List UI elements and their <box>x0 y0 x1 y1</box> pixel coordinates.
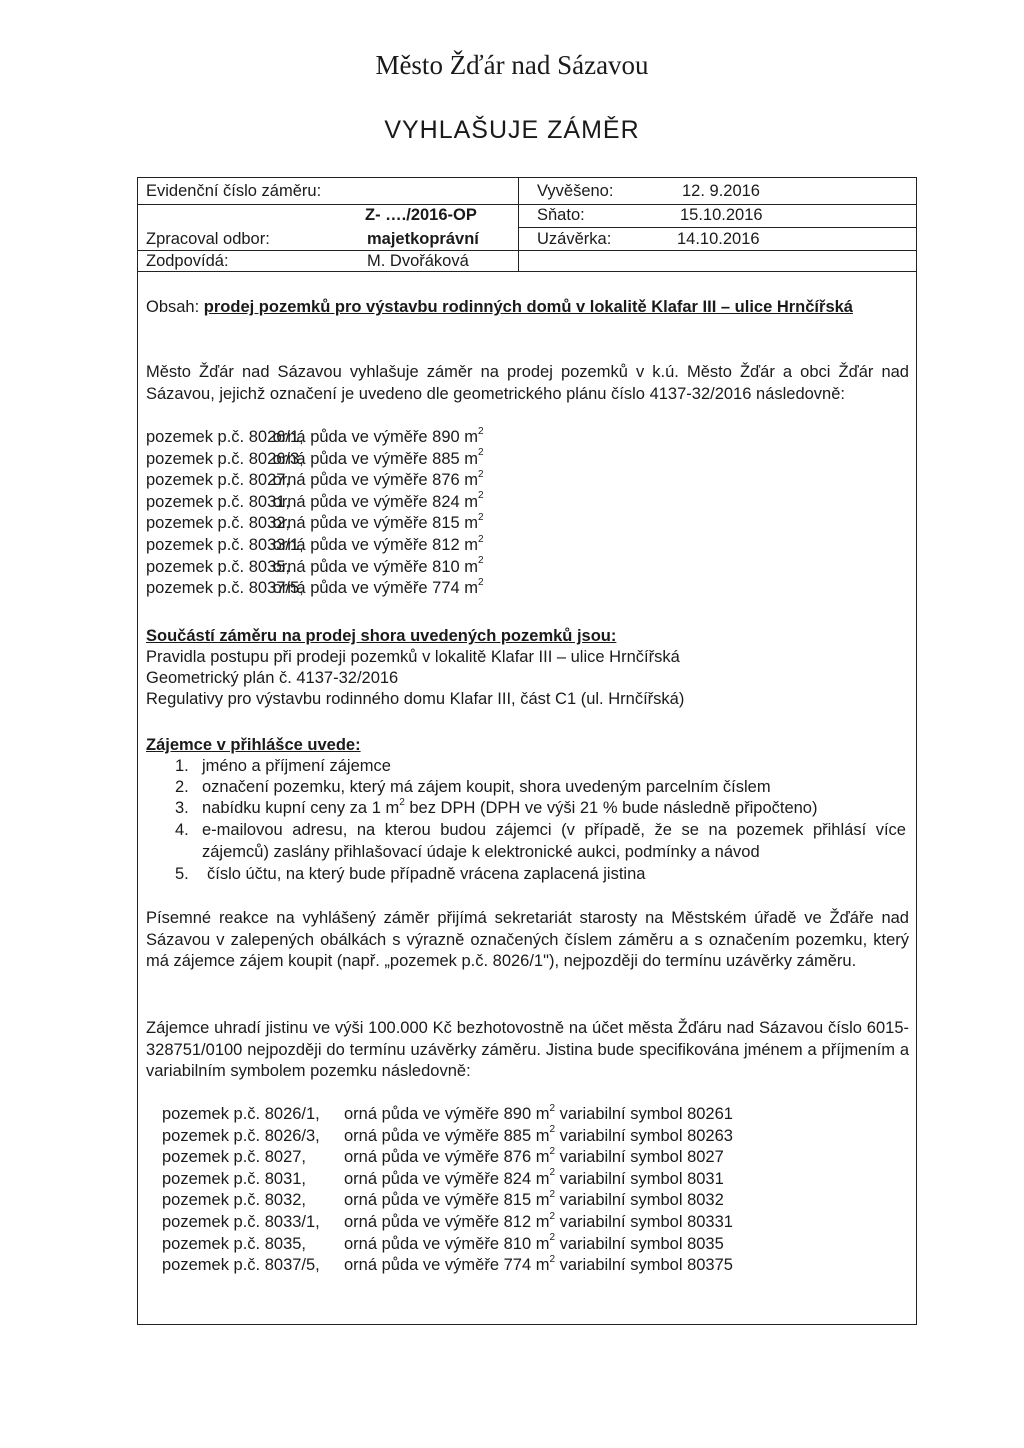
parcel-type: orná půda ve výměře <box>268 449 433 468</box>
parcel-number: pozemek p.č. 8027, <box>146 471 291 490</box>
parcel-row <box>146 470 484 492</box>
application-item-text: nabídku kupní ceny za 1 m <box>202 799 400 817</box>
unit-exponent: 2 <box>478 447 484 459</box>
department-value: majetkoprávní <box>367 230 479 248</box>
application-item-num: 1. <box>175 757 189 775</box>
deposit-paragraph: Zájemce uhradí jistinu ve výši 100.000 Kč bezhotovostně na účet města Žďáru nad Sázavou číslo 6015-328751/0100 nejpozději do termínu uzávěrky záměru. Jistina bude specifikována jménem a příjmením a variabilním symbolem pozemku následovně: <box>146 1019 909 1080</box>
table-line <box>137 271 917 272</box>
unit-exponent: 2 <box>478 533 484 545</box>
components-heading: Součástí záměru na prodej shora uvedených pozemků jsou: <box>146 627 617 645</box>
parcel-type: orná půda ve výměře <box>344 1126 504 1145</box>
unit-exponent: 2 <box>549 1232 556 1244</box>
parcel-type: orná půda ve výměře <box>344 1148 504 1167</box>
variable-symbol: variabilní symbol 8031 <box>555 1169 724 1188</box>
removed-value: 15.10.2016 <box>680 206 763 224</box>
parcel-type: orná půda ve výměře <box>344 1213 504 1231</box>
application-item: číslo účtu, na který bude případně vrácena zaplacená jistina <box>207 865 646 883</box>
unit-exponent: 2 <box>549 1167 556 1179</box>
parcel-number: pozemek p.č. 8033/1, <box>162 1213 320 1231</box>
component-item: Geometrický plán č. 4137-32/2016 <box>146 669 399 687</box>
parcel-number: pozemek p.č. 8026/1, <box>162 1105 320 1123</box>
responsible-value: M. Dvořáková <box>367 252 469 270</box>
application-item: jméno a příjmení zájemce <box>202 757 391 775</box>
deadline-label: Uzávěrka: <box>537 230 612 248</box>
parcel-number: pozemek p.č. 8026/3, <box>146 449 304 468</box>
parcel-type: orná půda ve výměře <box>268 536 433 554</box>
parcel-type: orná půda ve výměře <box>344 1169 504 1188</box>
parcel-type: orná půda ve výměře <box>344 1191 504 1210</box>
variable-symbol: variabilní symbol 80261 <box>555 1105 733 1123</box>
parcel-row <box>146 578 484 600</box>
variable-symbol: variabilní symbol 8032 <box>555 1191 724 1210</box>
evidence-value: Z- …./2016-OP <box>365 206 477 224</box>
parcel-vs-row <box>162 1212 733 1234</box>
parcel-area: 876 m <box>503 1148 550 1167</box>
subject-label: Obsah: <box>146 298 200 316</box>
parcel-type: orná půda ve výměře <box>268 514 433 533</box>
parcel-type: orná půda ve výměře <box>268 492 433 511</box>
parcel-row <box>146 492 484 514</box>
parcel-type: orná půda ve výměře <box>344 1256 504 1275</box>
parcel-number: pozemek p.č. 8037/5, <box>162 1256 320 1275</box>
unit-exponent: 2 <box>478 490 484 502</box>
table-line <box>137 204 917 205</box>
application-item-num: 4. <box>175 821 189 839</box>
table-line <box>518 177 519 271</box>
parcel-vs-row <box>162 1190 724 1212</box>
variable-symbol: variabilní symbol 80331 <box>555 1213 733 1231</box>
parcel-area: 815 m <box>432 514 479 533</box>
parcel-number: pozemek p.č. 8035, <box>162 1234 307 1253</box>
parcel-area: 810 m <box>503 1234 550 1253</box>
parcel-type: orná půda ve výměře <box>268 557 433 576</box>
parcel-row <box>146 535 484 557</box>
deadline-value: 14.10.2016 <box>677 230 760 248</box>
parcel-area: 824 m <box>432 492 479 511</box>
page-title: VYHLAŠUJE ZÁMĚR <box>384 116 640 144</box>
parcel-number: pozemek p.č. 8032, <box>146 514 291 533</box>
parcel-number: pozemek p.č. 8026/3, <box>162 1126 320 1145</box>
application-item-num: 5. <box>175 865 189 883</box>
parcel-area: 824 m <box>503 1169 550 1188</box>
unit-exponent: 2 <box>478 576 484 588</box>
parcel-number: pozemek p.č. 8032, <box>162 1191 307 1210</box>
unit-exponent: 2 <box>478 468 484 480</box>
posted-label: Vyvěšeno: <box>537 182 614 200</box>
parcel-type: orná půda ve výměře <box>268 579 433 598</box>
intro-paragraph: Město Žďár nad Sázavou vyhlašuje záměr na prodej pozemků v k.ú. Město Žďár a obci Žďár nad Sázavou, jejichž označení je uvedeno dle geometrického plánu číslo 4137-32/2016 následovně: <box>146 363 909 403</box>
application-item: e-mailovou adresu, na kterou budou zájemci (v případě, že se na pozemek přihlásí více zájemců) zaslány přihlašovací údaje k elektronické aukci, podmínky a návod <box>202 821 906 861</box>
unit-exponent: 2 <box>478 425 484 437</box>
parcel-area: 890 m <box>432 428 479 446</box>
parcel-number: pozemek p.č. 8033/1, <box>146 536 304 554</box>
parcel-number: pozemek p.č. 8031, <box>162 1169 307 1188</box>
application-item-text: bez DPH (DPH ve výši 21 % bude následně připočteno) <box>404 799 818 817</box>
unit-exponent: 2 <box>399 796 405 808</box>
unit-exponent: 2 <box>549 1210 556 1222</box>
variable-symbol: variabilní symbol 80263 <box>555 1126 733 1145</box>
application-item-num: 3. <box>175 799 189 817</box>
parcel-row <box>146 449 484 471</box>
parcel-type: orná půda ve výměře <box>268 428 433 446</box>
department-label: Zpracoval odbor: <box>146 230 270 248</box>
parcel-area: 890 m <box>503 1105 550 1123</box>
component-item: Regulativy pro výstavbu rodinného domu Klafar III, část C1 (ul. Hrnčířská) <box>146 690 685 708</box>
subject-text: prodej pozemků pro výstavbu rodinných domů v lokalitě Klafar III – ulice Hrnčířská <box>203 298 853 316</box>
posted-value: 12. 9.2016 <box>682 182 760 200</box>
unit-exponent: 2 <box>549 1102 556 1114</box>
parcel-vs-row <box>162 1255 733 1277</box>
parcel-number: pozemek p.č. 8026/1, <box>146 428 304 446</box>
parcel-area: 815 m <box>503 1191 550 1210</box>
application-item: označení pozemku, který má zájem koupit, shora uvedeným parcelním číslem <box>202 778 771 796</box>
parcel-row <box>146 427 484 449</box>
parcel-vs-row <box>162 1104 733 1126</box>
removed-label: Sňato: <box>537 206 585 224</box>
application-item <box>202 798 817 820</box>
unit-exponent: 2 <box>549 1145 556 1157</box>
parcel-area: 885 m <box>432 449 479 468</box>
parcel-area: 885 m <box>503 1126 550 1145</box>
unit-exponent: 2 <box>549 1253 556 1265</box>
component-item: Pravidla postupu při prodeji pozemků v lokalitě Klafar III – ulice Hrnčířská <box>146 648 680 666</box>
parcel-vs-row <box>162 1126 733 1148</box>
parcel-number: pozemek p.č. 8037/5, <box>146 579 304 598</box>
variable-symbol: variabilní symbol 80375 <box>555 1256 733 1275</box>
subject <box>146 297 909 319</box>
parcel-type: orná půda ve výměře <box>268 471 433 490</box>
responsible-label: Zodpovídá: <box>146 252 229 270</box>
city-name: Město Žďár nad Sázavou <box>375 50 649 80</box>
parcel-area: 876 m <box>432 471 479 490</box>
parcel-area: 812 m <box>503 1213 550 1231</box>
table-line <box>137 250 917 251</box>
application-heading: Zájemce v přihlášce uvede: <box>146 736 361 754</box>
written-reactions-paragraph: Písemné reakce na vyhlášený záměr přijímá sekretariát starosty na Městském úřadě ve Žďáře nad Sázavou v zalepených obálkách s výrazně označených číslem záměru a s označením pozemku, který má zájemce zájem koupit (např. „pozemek p.č. 8026/1"), nejpozději do termínu uzávěrky záměru. <box>146 909 909 970</box>
unit-exponent: 2 <box>549 1188 556 1200</box>
parcel-row <box>146 557 484 579</box>
parcel-area: 810 m <box>432 557 479 576</box>
parcel-vs-row <box>162 1234 724 1256</box>
parcel-vs-row <box>162 1169 724 1191</box>
application-item-num: 2. <box>175 778 189 796</box>
unit-exponent: 2 <box>478 511 484 523</box>
parcel-type: orná půda ve výměře <box>344 1234 504 1253</box>
unit-exponent: 2 <box>549 1124 556 1136</box>
parcel-vs-row <box>162 1147 724 1169</box>
parcel-number: pozemek p.č. 8035, <box>146 557 291 576</box>
parcel-number: pozemek p.č. 8031, <box>146 492 291 511</box>
parcel-row <box>146 513 484 535</box>
parcel-area: 812 m <box>432 536 479 554</box>
parcel-number: pozemek p.č. 8027, <box>162 1148 307 1167</box>
variable-symbol: variabilní symbol 8027 <box>555 1148 724 1167</box>
variable-symbol: variabilní symbol 8035 <box>555 1234 724 1253</box>
evidence-label: Evidenční číslo záměru: <box>146 182 322 200</box>
parcel-type: orná půda ve výměře <box>344 1105 504 1123</box>
parcel-area: 774 m <box>503 1256 550 1275</box>
parcel-area: 774 m <box>432 579 479 598</box>
unit-exponent: 2 <box>478 555 484 567</box>
